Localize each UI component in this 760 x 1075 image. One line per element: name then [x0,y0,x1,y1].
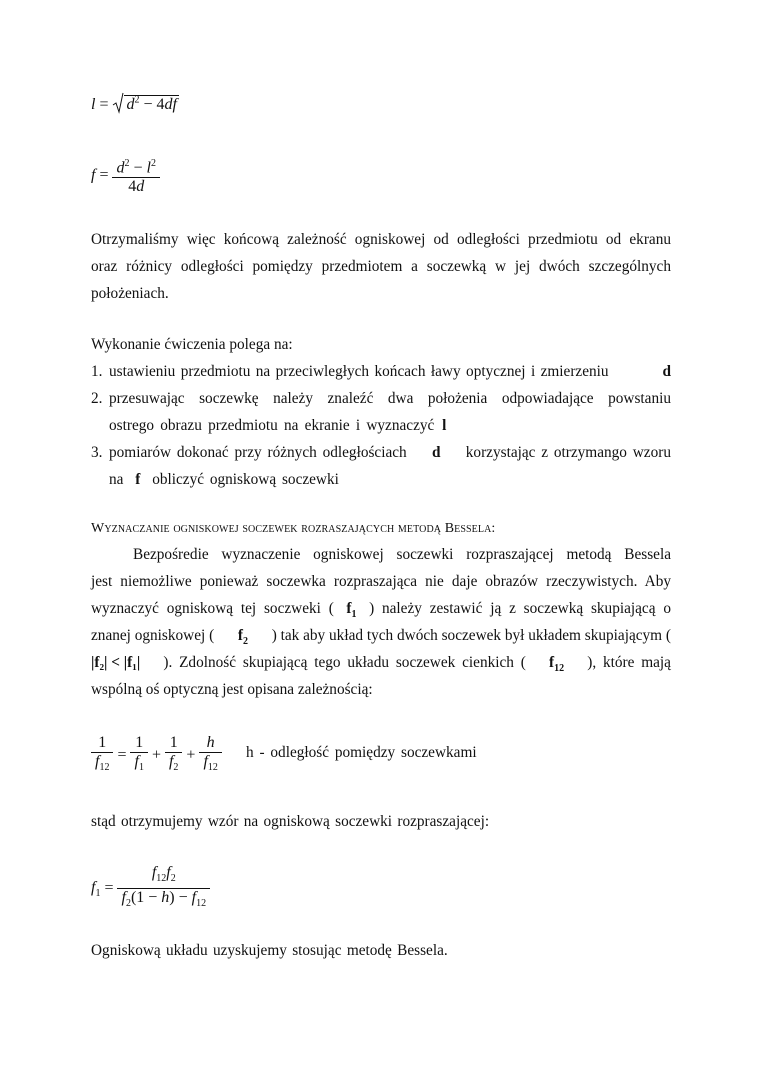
list-text: korzystając z otrzymango wzoru [465,444,671,461]
text-line: oraz różnicy odległości pomiędzy przedmiotem a soczewką w jej dwóch szczególnych [91,258,671,275]
text-line [91,595,671,622]
text-span: ), które mają [587,654,671,671]
paragraph-conclusion [91,226,671,307]
text-line: jest niemożliwe ponieważ soczewka rozpraszająca nie daje obrazów rzeczywistych. Aby [91,573,671,590]
list-number: 1. [91,363,103,380]
equation-f1: $f_1$ = $\frac{f_{12}f_2}{f_2(1 - h) - f_{12}}$ [91,864,210,913]
list-number: 3. [91,444,103,461]
variable-d: d [662,363,671,380]
variable-f: f [135,471,141,488]
list-item-continuation [91,466,671,493]
list-text: pomiarów dokonać przy różnych odległościach [109,444,407,461]
text-line [91,649,671,676]
list-text: ustawieniu przedmiotu na przeciwległych końcach ławy optycznej i zmierzeniu [109,363,609,380]
symbol-f2: $f_2$ [237,627,248,648]
list-text: ostrego obrazu przedmiotu na ekranie i wyznaczyć [109,417,435,434]
list-number: 2. [91,390,103,407]
text-line: wspólną oś optyczną jest opisana zależnością: [91,681,373,698]
h-note: h - odległość pomiędzy soczewkami [246,744,477,761]
text-span: Bezpośredie wyznaczenie ogniskowej soczewki rozpraszającej metodą Bessela [133,546,671,563]
derivation-text: stąd otrzymujemy wzór na ogniskową soczewki rozpraszającej: [91,813,490,830]
text-span: wyznaczyć ogniskową tej soczweki ( [91,600,334,617]
equation-f: f = $\frac{d^2 - l^2}{4d}$ [91,155,160,196]
final-sentence: Ogniskową układu uzyskujemy stosując metodę Bessela. [91,942,448,959]
text-span: ). Zdolność skupiającą tego układu soczewek cienkich ( [163,654,526,671]
text-line [91,622,671,649]
symbol-f1: $f_1$ [346,600,357,621]
condition: |f₂| < |f₁| [91,654,141,671]
text-span: ) należy zestawić ją z soczewką skupiającą o [369,600,671,617]
equation-lens-system: $\frac{1}{f_{12}}$ = $\frac{1}{f_1}$ + $\frac{1}{f_2}$ + $\frac{h}{f_{12}}$ [91,734,222,777]
sqrt-symbol [112,92,124,114]
list-item [91,385,671,412]
section-heading: Wyznaczanie ogniskowej soczewek rozraszających metodą Bessela: [91,521,496,536]
list-text: przesuwając soczewkę należy znaleźć dwa położenia odpowiadające powstaniu [109,390,671,407]
text-span: ) tak aby układ tych dwóch soczewek był układem skupiającym ( [271,627,671,644]
text-span: znanej ogniskowej ( [91,627,215,644]
text-line: położeniach. [91,285,169,302]
symbol-f12: $f_{12}$ [549,654,565,675]
procedure-section [91,331,671,493]
list-text: obliczyć ogniskową soczewki [152,471,339,488]
variable-d: d [431,444,441,461]
text-line: Otrzymaliśmy więc końcową zależność ogniskowej od odległości przedmiotu od ekranu [91,231,671,248]
list-item [91,439,671,466]
list-item [91,358,671,385]
paragraph-bessela [91,541,671,703]
variable-l: l [442,417,447,434]
equation-l: $l = d^2 - 4df$ [91,92,179,114]
procedure-intro: Wykonanie ćwiczenia polega na: [91,336,293,353]
list-text: na [109,471,124,488]
text-line [91,541,671,568]
list-item-continuation [91,412,671,439]
